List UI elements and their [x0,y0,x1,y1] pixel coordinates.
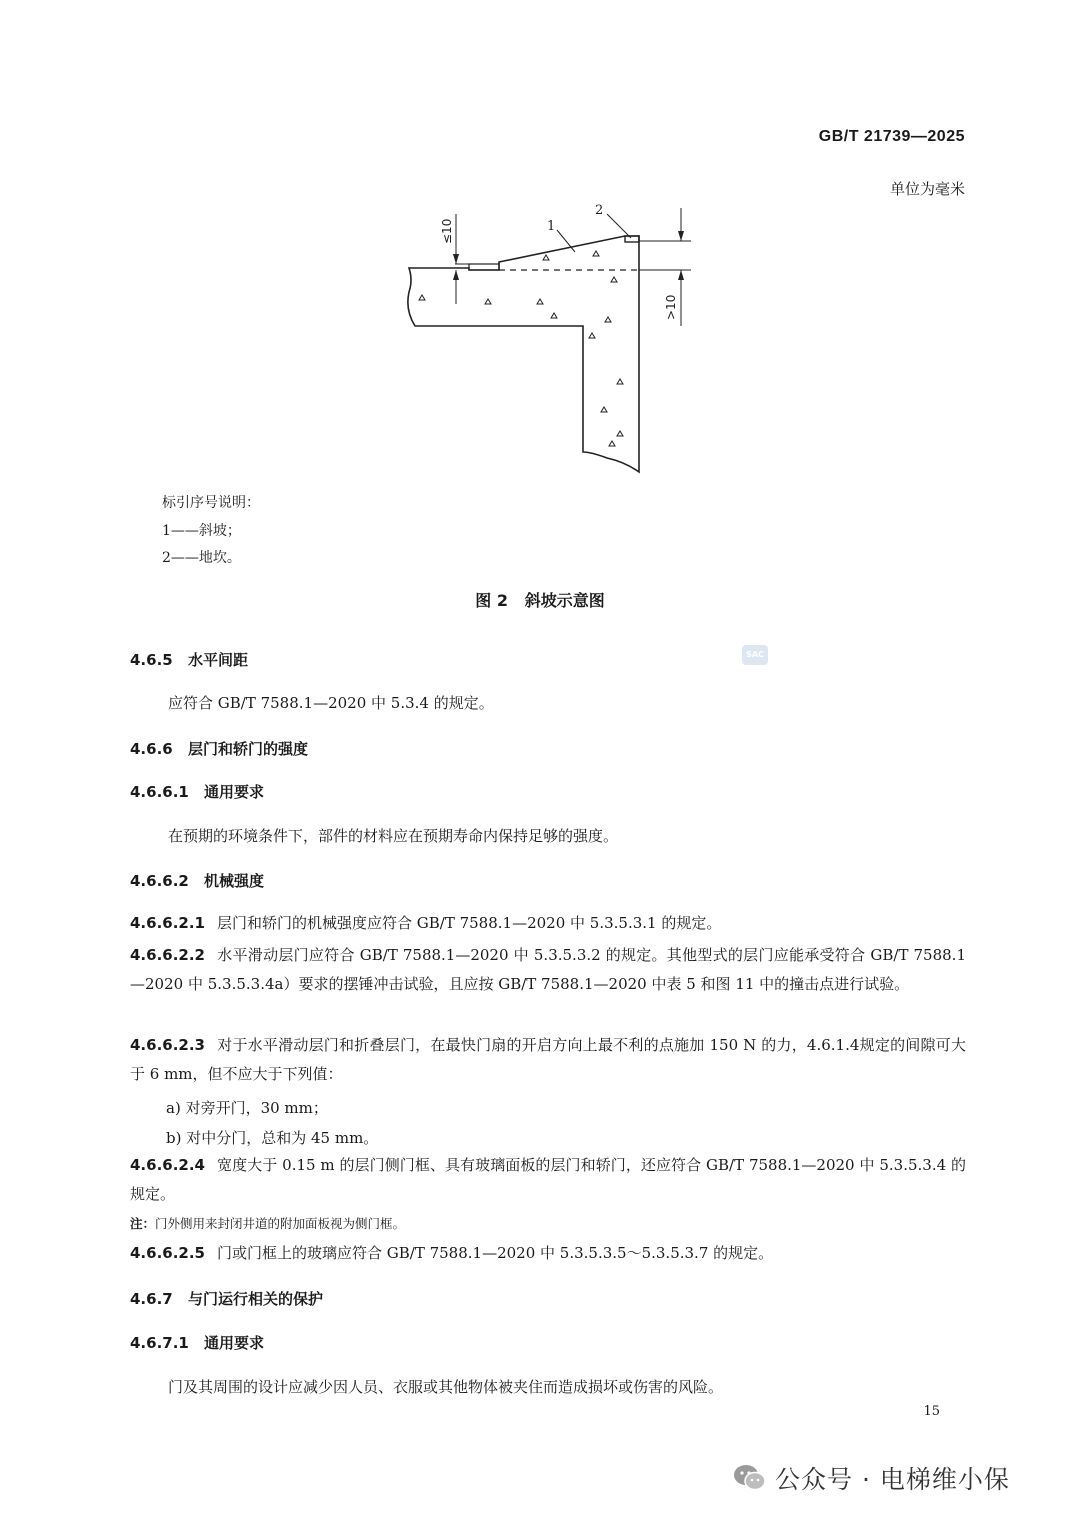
body-4-6-7-1: 门及其周围的设计应减少因人员、衣服或其他物体被夹住而造成损坏或伤害的风险。 [168,1378,724,1396]
callout-1: 1 [547,219,556,234]
ramp-diagram [395,200,705,480]
dim-label-right: >10 [664,294,678,320]
para-4-6-6-2-3: 4.6.6.2.3 对于水平滑动层门和折叠层门，在最快门扇的开启方向上最不利的点施加 150 N 的力，4.6.1.4规定的间隙可大于 6 mm，但不应大于下列值： [130,1036,966,1083]
standard-number: GB/T 21739—2025 [818,128,965,145]
heading-4-6-6: 4.6.6 层门和轿门的强度 [130,740,309,758]
heading-4-6-7: 4.6.7 与门运行相关的保护 [130,1290,324,1308]
heading-4-6-6-1: 4.6.6.1 通用要求 [130,783,265,801]
aggregate-marks [419,251,623,446]
heading-4-6-6-2: 4.6.6.2 机械强度 [130,872,265,890]
concrete-profile [408,236,639,472]
note: 注：门外侧用来封闭井道的附加面板视为侧门框。 [130,1216,406,1231]
list-item-b: b) 对中分门，总和为 45 mm。 [166,1129,379,1147]
legend-item-1: 1——斜坡； [162,523,241,539]
legend-item-2: 2——地坎。 [162,550,241,566]
watermark: 公众号 · 电梯维小保 [733,1460,1010,1496]
para-4-6-6-2-1: 4.6.6.2.1 层门和轿门的机械强度应符合 GB/T 7588.1—2020 中 5.3.5.3.1 的规定。 [130,914,722,932]
landing-edge [469,264,499,270]
body-4-6-6-1: 在预期的环境条件下，部件的材料应在预期寿命内保持足够的强度。 [168,827,619,845]
sill-block [625,236,639,242]
para-4-6-6-2-2: 4.6.6.2.2 水平滑动层门应符合 GB/T 7588.1—2020 中 5.3.5.3.2 的规定。其他型式的层门应能承受符合 GB/T 7588.1—2020 中 5.3.5.3.4a）要求的摆锤冲击试验，且应按 GB/T 7588.1—2020 中表 5 和图 11 中的撞击点进行试验。 [130,946,966,993]
dim-label-top: ≤10 [440,218,454,244]
sac-stamp: SAC [742,645,768,665]
body-4-6-5: 应符合 GB/T 7588.1—2020 中 5.3.4 的规定。 [168,694,494,712]
wechat-icon [733,1464,767,1492]
para-4-6-6-2-5: 4.6.6.2.5 门或门框上的玻璃应符合 GB/T 7588.1—2020 中 5.3.5.3.5～5.3.5.3.7 的规定。 [130,1244,774,1262]
page-number: 15 [923,1404,940,1419]
unit-note: 单位为毫米 [889,180,965,198]
para-4-6-6-2-4: 4.6.6.2.4 宽度大于 0.15 m 的层门侧门框、具有玻璃面板的层门和轿门，还应符合 GB/T 7588.1—2020 中 5.3.5.3.4 的规定。 [130,1156,966,1203]
heading-4-6-5: 4.6.5 水平间距 [130,651,249,669]
legend-title: 标引序号说明： [162,495,260,511]
figure-caption: 图 2 斜坡示意图 [475,591,605,610]
heading-4-6-7-1: 4.6.7.1 通用要求 [130,1334,265,1352]
list-item-a: a) 对旁开门，30 mm； [166,1099,328,1117]
callout-2: 2 [595,203,604,218]
